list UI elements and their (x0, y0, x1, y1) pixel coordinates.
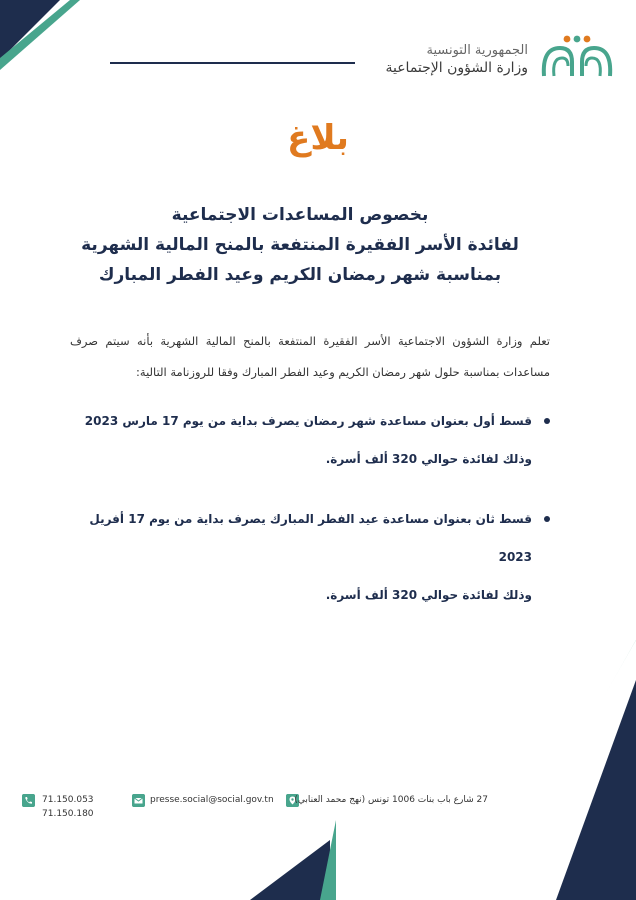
schedule-item-line2: وذلك لفائدة حوالي 320 ألف أسرة. (325, 452, 532, 466)
schedule-item (70, 402, 550, 478)
ministry-logo-icon (538, 30, 616, 82)
subject-heading (60, 200, 540, 290)
schedule-item-line1: قسط ثان بعنوان مساعدة عيد الفطر المبارك يصرف بداية من يوم 17 أفريل 2023 (89, 512, 532, 564)
ministry-line2: وزارة الشؤون الإجتماعية (385, 60, 528, 76)
subject-line1: بخصوص المساعدات الاجتماعية (171, 205, 429, 225)
bullet-icon (544, 516, 550, 522)
intro-paragraph: تعلم وزارة الشؤون الاجتماعية الأسر الفقيرة المنتفعة بالمنح المالية الشهرية بأنه سيتم صرف مساعدات بمناسبة حلول شهر رمضان الكريم وعيد الفطر المبارك وفقا للروزنامة التالية: (70, 334, 550, 379)
schedule-item (70, 500, 550, 614)
email-icon (132, 794, 145, 807)
address: 27 شارع باب بنات 1006 تونس (نهج محمد العنابي) (294, 795, 488, 805)
ministry-name (288, 42, 528, 77)
notice-title: بلاغ (287, 118, 349, 158)
subject-line3: بمناسبة شهر رمضان الكريم وعيد الفطر المبارك (98, 265, 502, 285)
bullet-icon (544, 418, 550, 424)
ministry-line1: الجمهورية التونسية (426, 43, 528, 58)
phone-icon (22, 794, 35, 807)
schedule-item-line2: وذلك لفائدة حوالي 320 ألف أسرة. (325, 588, 532, 602)
footer (0, 790, 636, 830)
bottom-right-corner-decoration (556, 640, 636, 900)
phone-number-1: 71.150.053 (42, 795, 94, 805)
schedule-list (70, 402, 550, 636)
schedule-item-line1: قسط أول بعنوان مساعدة شهر رمضان يصرف بداية من يوم 17 مارس 2023 (84, 414, 532, 428)
email-address: presse.social@social.gov.tn (150, 795, 274, 805)
phone-number-2: 71.150.180 (42, 809, 94, 819)
top-left-corner-decoration (0, 0, 80, 80)
subject-line2: لفائدة الأسر الفقيرة المنتفعة بالمنح المالية الشهرية (81, 235, 519, 255)
